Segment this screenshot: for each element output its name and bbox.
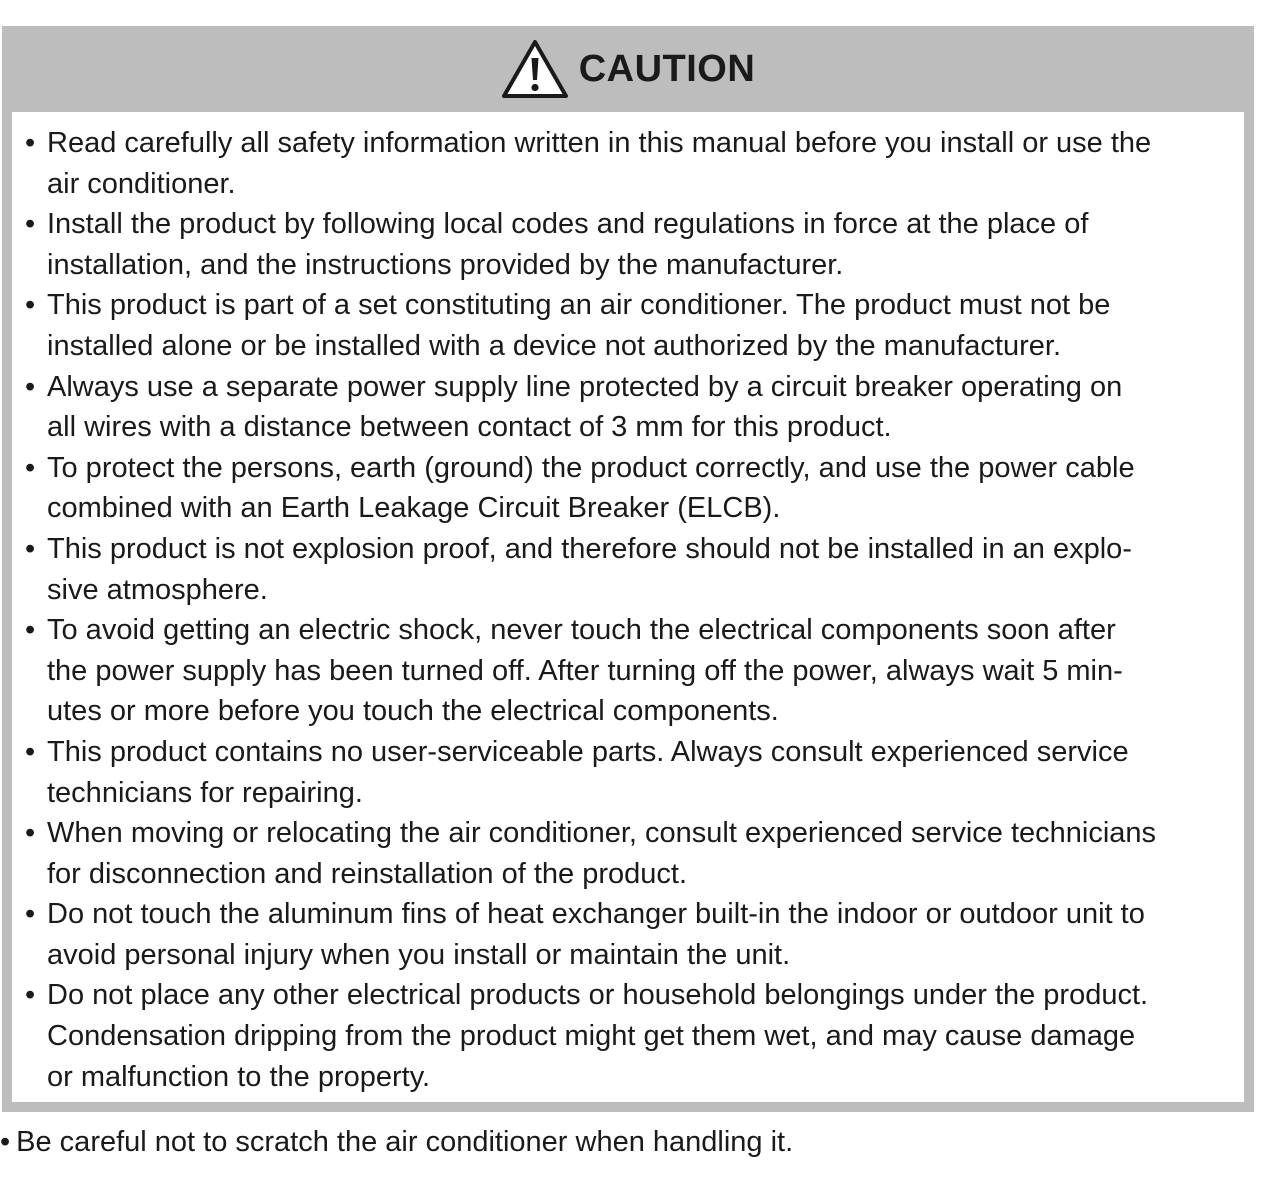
caution-item-line: Always use a separate power supply line protected by a circuit breaker operating on xyxy=(47,370,1123,403)
caution-item xyxy=(12,529,1244,610)
caution-item-line: technicians for repairing. xyxy=(47,776,363,809)
bullet-dot: • xyxy=(25,979,36,1012)
caution-item-line: Do not place any other electrical products or household belongings under the product. xyxy=(47,979,1149,1012)
caution-item-line: Condensation dripping from the product might get them wet, and may cause damage xyxy=(47,1020,1136,1053)
bullet-dot: • xyxy=(25,370,36,403)
caution-item xyxy=(12,367,1244,448)
caution-item xyxy=(12,610,1244,732)
caution-item xyxy=(12,975,1244,1097)
caution-box xyxy=(2,26,1254,1112)
caution-item-line: Install the product by following local codes and regulations in force at the place of xyxy=(47,208,1089,241)
bullet-dot: • xyxy=(25,532,36,565)
caution-item-line: the power supply has been turned off. After turning off the power, always wait 5 min- xyxy=(47,654,1123,687)
bullet-dot: • xyxy=(25,451,36,484)
caution-item-line: combined with an Earth Leakage Circuit Breaker (ELCB). xyxy=(47,492,781,525)
bullet-dot: • xyxy=(25,127,36,159)
handling-note-text: Be careful not to scratch the air conditioner when handling it. xyxy=(16,1126,794,1158)
handling-note xyxy=(0,1122,793,1162)
warning-triangle-icon xyxy=(501,38,569,100)
bullet-dot: • xyxy=(25,208,36,241)
caution-item-line: utes or more before you touch the electrical components. xyxy=(47,695,779,728)
caution-item xyxy=(12,894,1244,975)
caution-header xyxy=(2,26,1254,112)
caution-item-line: installation, and the instructions provided by the manufacturer. xyxy=(47,248,844,281)
caution-item-line: To protect the persons, earth (ground) the product correctly, and use the power cable xyxy=(47,451,1135,484)
caution-item-line: This product is not explosion proof, and therefore should not be installed in an explo- xyxy=(47,532,1132,565)
caution-item xyxy=(12,204,1244,285)
bullet-dot: • xyxy=(0,1126,11,1158)
caution-item-line: To avoid getting an electric shock, never touch the electrical components soon after xyxy=(47,614,1116,647)
caution-item-line: all wires with a distance between contact of 3 mm for this product. xyxy=(47,411,892,444)
caution-item-line: Read carefully all safety information written in this manual before you install or use the xyxy=(47,127,1152,159)
bullet-dot: • xyxy=(25,898,36,931)
caution-item xyxy=(12,732,1244,813)
caution-item-line: This product contains no user-serviceable parts. Always consult experienced service xyxy=(47,735,1129,768)
caution-content xyxy=(12,112,1244,1102)
caution-item-line: or malfunction to the property. xyxy=(47,1060,431,1093)
bullet-dot: • xyxy=(25,614,36,647)
caution-item-line: sive atmosphere. xyxy=(47,573,268,606)
caution-item xyxy=(12,123,1244,204)
caution-list xyxy=(12,123,1244,1097)
caution-item-line: This product is part of a set constituting an air conditioner. The product must not be xyxy=(47,289,1111,322)
bullet-dot: • xyxy=(25,289,36,322)
caution-item-line: for disconnection and reinstallation of the product. xyxy=(47,857,688,890)
caution-item xyxy=(12,813,1244,894)
caution-item-line: When moving or relocating the air conditioner, consult experienced service technicians xyxy=(47,817,1157,850)
bullet-dot: • xyxy=(25,817,36,850)
caution-item-line: Do not touch the aluminum fins of heat exchanger built-in the indoor or outdoor unit to xyxy=(47,898,1145,931)
bullet-dot: • xyxy=(25,735,36,768)
caution-item-line: air conditioner. xyxy=(47,167,236,200)
caution-item xyxy=(12,285,1244,366)
caution-item-line: avoid personal injury when you install or maintain the unit. xyxy=(47,938,791,971)
caution-item xyxy=(12,448,1244,529)
caution-item-line: installed alone or be installed with a device not authorized by the manufacturer. xyxy=(47,329,1062,362)
caution-title: CAUTION xyxy=(578,47,756,90)
